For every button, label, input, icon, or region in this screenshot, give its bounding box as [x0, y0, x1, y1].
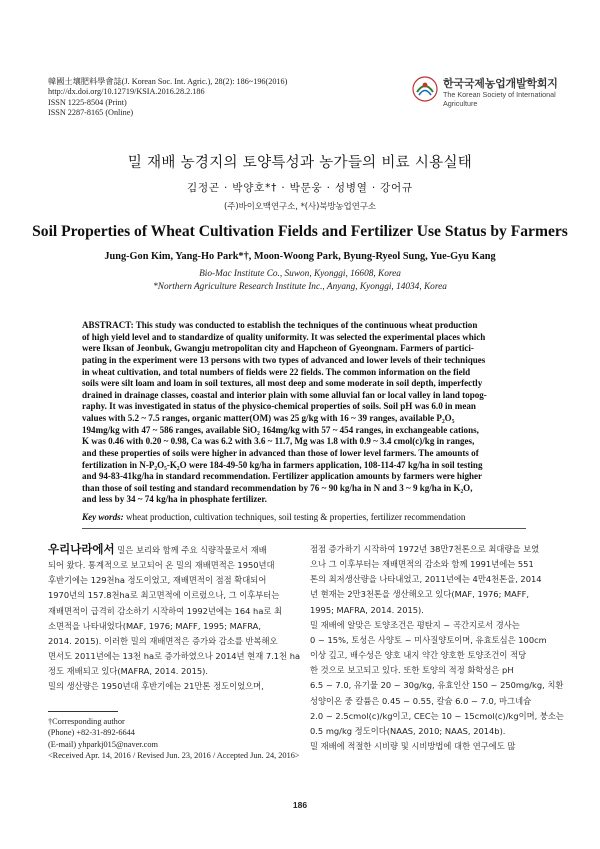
abstract-line: were Iksan of Jeonbuk, Gwangju metropolitan city and Hapcheon of Gyeongnam. Farmers of partici-: [82, 343, 474, 354]
english-authors: Jung-Gon Kim, Yang-Ho Park*†, Moon-Woong Park, Byung-Ryeol Sung, Yue-Gyu Kang: [104, 251, 496, 262]
body-line: 톤의 최저생산량을 나타내었고, 2011년에는 4만4천톤을, 2014: [310, 574, 542, 585]
body-line: 되어 왔다. 통계적으로 보고되어 온 밀의 재배면적은 1950년대: [48, 560, 275, 571]
body-left-column: [48, 542, 300, 695]
keywords-label: Key words:: [82, 512, 124, 522]
abstract-line: than those of soil testing and standard recommendation by 76 ~ 90 kg/ha in N and 3 ~ 9 kg/ha in K₂O,: [82, 482, 473, 493]
author-phone: (Phone) +82-31-892-6644: [48, 728, 135, 738]
issn-print: ISSN 1225-8504 (Print): [48, 97, 127, 107]
abstract-line: ABSTRACT: This study was conducted to establish the techniques of the continuous wheat production: [82, 320, 478, 330]
footnote: [48, 716, 300, 762]
issn-online: ISSN 2287-8165 (Online): [48, 108, 134, 118]
body-line: 6.5 ~ 7.0, 유기물 20 ~ 30g/kg, 유효인산 150 ~ 250mg/kg, 치환: [310, 680, 564, 691]
keywords-text: wheat production, cultivation techniques, soil testing & properties, fertilizer recommendation: [125, 512, 466, 522]
body-line: 년 현재는 2만3천톤을 생산해오고 있다(MAF, 1976; MAFF,: [310, 589, 530, 600]
abstract-line: and these properties of soils were higher in advanced than those of lower level farmers. The amounts of: [82, 447, 479, 458]
body-line: 으나 그 이후부터는 재배면적의 감소와 함께 1991년에는 551: [310, 559, 534, 570]
society-korean-name: 한국국제농업개발학회지: [443, 77, 558, 90]
body-line: 성양이온 중 칼륨은 0.45 ~ 0.55, 칼슘 6.0 ~ 7.0, 마그네슘: [310, 695, 532, 706]
journal-header: [48, 77, 287, 119]
body-line: 한 것으로 보고되고 있다. 또한 토양의 적정 화학성은 pH: [310, 665, 514, 676]
abstract-line: soils were silt loam and loam in soil textures, all most deep and some moderate in soil depth, imperfectly: [82, 378, 483, 389]
body-first-line: 우리나라에서 밀은 보리와 함께 주요 식량작물로서 재배: [48, 542, 267, 556]
corresponding-author-label: †Corresponding author: [48, 717, 125, 726]
journal-citation: 韓國土壤肥料學會誌(J. Korean Soc. Int. Agric.), 28(2): 186~196(2016): [48, 77, 288, 86]
body-line: 1970년의 157.8천ha로 최고면적에 이르렀으나, 그 이후부터는: [48, 590, 280, 601]
body-line: 밀 재배에 적절한 시비량 및 시비방법에 대한 연구에도 많: [310, 741, 516, 752]
body-right-column: [310, 542, 564, 754]
doi-link[interactable]: http://dx.doi.org/10.12719/KSIA.2016.28.2.186: [48, 87, 205, 97]
society-english-name: The Korean Society of International Agriculture: [443, 90, 556, 108]
body-line: 이상 깊고, 배수성은 양호 내지 약간 양호한 토양조건이 적당: [310, 650, 527, 661]
body-line: 정도 재배되고 있다(MAFRA, 2014. 2015).: [48, 666, 208, 677]
body-line: 1995; MAFRA, 2014. 2015).: [310, 604, 424, 615]
body-line: 2.0 ~ 2.5cmol(c)/kg이고, CEC는 10 ~ 15cmol(c)/kg이며, 붕소는: [310, 710, 564, 721]
abstract-line: 194mg/kg with 47 ~ 586 ranges, available SiO₂ 164mg/kg with 57 ~ 454 ranges, in exchangeable cations,: [82, 424, 479, 435]
body-lead-word: 우리나라에서: [48, 542, 115, 556]
manuscript-dates: <Received Apr. 14, 2016 / Revised Jun. 23, 2016 / Accepted Jun. 24, 2016>: [48, 751, 300, 761]
affiliation-1: Bio-Mac Institute Co., Suwon, Kyonggi, 16608, Korea: [199, 269, 401, 279]
korean-affiliation: (주)바이오맥연구소, *(사)북방농업연구소: [223, 201, 377, 211]
keywords-divider: [82, 528, 526, 529]
body-line: 후반기에는 129천ha 정도이었고, 재배면적이 점점 확대되어: [48, 575, 267, 586]
body-line: 0 ~ 15%, 토성은 사양토 ~ 미사질양토이며, 유효토심은 100cm: [310, 634, 547, 645]
body-line: 0.5 mg/kg 정도이다(NAAS, 2010; NAAS, 2014b).: [310, 725, 506, 736]
abstract-line: pating in the experiment were 13 persons with two types of advanced and lower levels of their techniques: [82, 354, 486, 365]
abstract-line: in wheat cultivation, and total numbers of fields were 22 fields. The common information on the field: [82, 366, 471, 377]
korean-authors: 김정곤 · 박양호*† · 박문웅 · 성병열 · 강어규: [187, 182, 413, 194]
body-line: 재배면적이 급격히 감소하기 시작하여 1992년에는 164 ha로 최: [48, 605, 283, 616]
abstract-line: and 94-83-41kg/ha in standard recommendation. Fertilizer application amounts by farmers were higher: [82, 471, 483, 482]
keywords: [82, 512, 526, 522]
abstract-line: K was 0.46 with 0.20 ~ 0.98, Ca was 6.2 with 3.6 ~ 11.7, Mg was 1.8 with 0.9 ~ 3.4 cmol(c)/kg in ranges,: [82, 436, 475, 447]
society-logo: [412, 72, 562, 120]
abstract-line: values with 5.2 ~ 7.5 ranges, organic matter(OM) was 25 g/kg with 16 ~ 39 ranges, available P₂O₅: [82, 413, 455, 423]
abstract-line: fertilization in N-P₂O₅-K₂O were 184-49-50 kg/ha in farmers application, 108-114-47 kg/ha in soil testing: [82, 459, 483, 470]
footnote-divider: [48, 711, 118, 712]
abstract-line: raphy. It was investigated in status of the physico-chemical properties of soils. Soil pH was 6.0 in mean: [82, 401, 476, 412]
page-number: 186: [292, 800, 308, 810]
abstract-line: drained in drainage classes, coastal and interior plain with some alluvial fan or local valley in land topog-: [82, 389, 487, 400]
korean-title: 밀 재배 농경지의 토양특성과 농가들의 비료 시용실태: [127, 155, 473, 171]
society-emblem-icon: [412, 76, 438, 102]
body-line: 밀의 생산량은 1950년대 후반기에는 21만톤 정도이었으며,: [48, 681, 264, 692]
body-line: 면서도 2011년에는 13천 ha로 증가하였으나 2014년 현재 7.1천 ha: [48, 651, 301, 662]
body-line: 점점 증가하기 시작하여 1972년 38만7천톤으로 최대량을 보였: [310, 544, 540, 554]
body-line: 밀 재배에 알맞은 토양조건은 평탄지 ~ 곡간지로서 경사는: [310, 619, 520, 630]
abstract-line: of high yield level and to standardize of quality uniformity. It was selected the experimental places which: [82, 331, 486, 342]
affiliation-2: *Northern Agriculture Research Institute Inc., Anyang, Kyonggi, 14034, Korea: [153, 281, 447, 292]
abstract-line: and less by 34 ~ 74 kg/ha in phosphate fertilizer.: [82, 494, 267, 505]
author-email[interactable]: (E-mail) yhparkj015@naver.com: [48, 739, 158, 749]
english-affiliations: [0, 268, 600, 294]
body-line: 소면적을 나타내었다(MAF, 1976; MAFF, 1995; MAFRA,: [48, 620, 261, 631]
english-title: Soil Properties of Wheat Cultivation Fields and Fertilizer Use Status by Farmers: [32, 223, 568, 240]
body-line: 2014. 2015). 이러한 밀의 재배면적은 증가와 감소를 반복해오: [48, 635, 278, 646]
abstract: [82, 320, 526, 506]
